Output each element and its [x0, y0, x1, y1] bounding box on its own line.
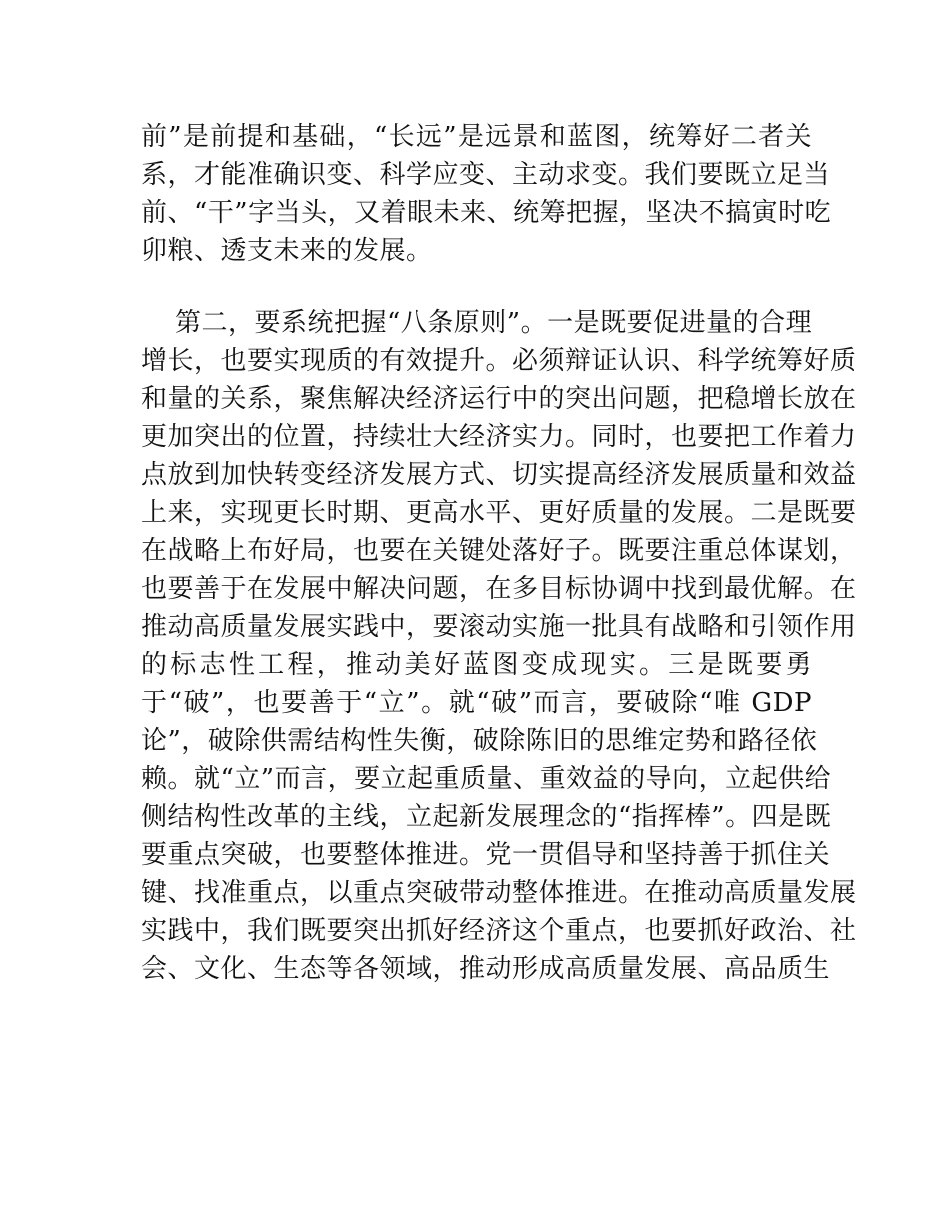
paragraph-line: 的标志性工程，推动美好蓝图变成现实。三是既要勇 — [141, 650, 812, 680]
paragraph-line: 侧结构性改革的主线，立起新发展理念的“指挥棒”。四是既 — [141, 802, 832, 832]
paragraph-line: 论”，破除供需结构性失衡，破除陈旧的思维定势和路径依 — [141, 726, 818, 756]
paragraph-line: 会、文化、生态等各领域，推动形成高质量发展、高品质生 — [141, 954, 831, 984]
paragraph-line: 前、“干”字当头，又着眼未来、统筹把握，坚决不搞寅时吃 — [141, 198, 832, 228]
paragraph-line: 于“破”，也要善于“立”。就“破”而言，要破除“唯 GDP — [141, 688, 812, 718]
paragraph-line: 也要善于在发展中解决问题，在多目标协调中找到最优解。在 — [141, 574, 857, 604]
paragraph-line: 前”是前提和基础，“长远”是远景和蓝图，统筹好二者关 — [141, 122, 812, 152]
paragraph-line: 在战略上布好局，也要在关键处落好子。既要注重总体谋划， — [141, 536, 857, 566]
paragraph-2 — [141, 304, 857, 988]
paragraph-line: 推动高质量发展实践中，要滚动实施一批具有战略和引领作用 — [141, 612, 857, 642]
paragraph-line: 增长，也要实现质的有效提升。必须辩证认识、科学统筹好质 — [141, 346, 857, 376]
paragraph-line: 系，才能准确识变、科学应变、主动求变。我们要既立足当 — [141, 160, 831, 190]
paragraph-line: 第二，要系统把握“八条原则”。一是既要促进量的合理 — [175, 308, 813, 338]
paragraph-line: 实践中，我们既要突出抓好经济这个重点，也要抓好政治、社 — [141, 916, 857, 946]
paragraph-line: 上来，实现更长时期、更高水平、更好质量的发展。二是既要 — [141, 498, 857, 528]
paragraph-line: 要重点突破，也要整体推进。党一贯倡导和坚持善于抓住关 — [141, 840, 831, 870]
paragraph-line: 更加突出的位置，持续壮大经济实力。同时，也要把工作着力 — [141, 422, 857, 452]
paragraph-line: 键、找准重点，以重点突破带动整体推进。在推动高质量发展 — [141, 878, 857, 908]
paragraph-line: 和量的关系，聚焦解决经济运行中的突出问题，把稳增长放在 — [141, 384, 857, 414]
paragraph-line: 卯粮、透支未来的发展。 — [141, 236, 433, 266]
paragraph-line: 赖。就“立”而言，要立起重质量、重效益的导向，立起供给 — [141, 764, 832, 794]
paragraph-1 — [141, 118, 832, 270]
paragraph-line: 点放到加快转变经济发展方式、切实提高经济发展质量和效益 — [141, 460, 857, 490]
